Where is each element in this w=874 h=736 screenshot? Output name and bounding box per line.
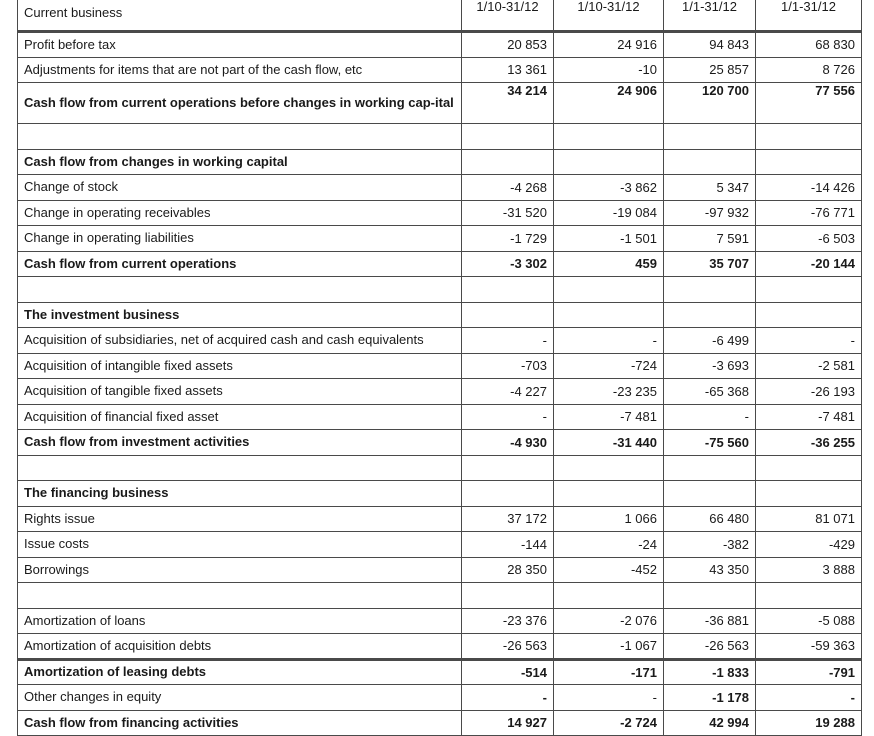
column-period: 1/1-31/12 <box>682 0 737 14</box>
row-value: -3 862 <box>554 175 664 201</box>
cash-flow-table-body <box>18 0 862 736</box>
row-label: Amortization of acquisition debts <box>18 634 462 660</box>
row-value: -7 481 <box>554 404 664 430</box>
row-value: -1 178 <box>664 685 756 711</box>
spacer-cell <box>18 583 462 609</box>
column-period: 1/1-31/12 <box>781 0 836 14</box>
row-value: 7 591 <box>664 226 756 252</box>
spacer-cell <box>664 277 756 303</box>
column-period: 1/10-31/12 <box>476 0 539 14</box>
row-label: Amortization of loans <box>18 608 462 634</box>
row-value: -26 193 <box>756 379 862 405</box>
row-label: Cash flow from financing activities <box>18 710 462 736</box>
spacer-cell <box>664 455 756 481</box>
row-value <box>462 481 554 507</box>
row-value: 43 350 <box>664 557 756 583</box>
row-value: 42 994 <box>664 710 756 736</box>
table-row <box>18 430 862 456</box>
row-value: -3 693 <box>664 353 756 379</box>
table-row <box>18 685 862 711</box>
row-value: -75 560 <box>664 430 756 456</box>
column-header-2 <box>554 0 664 32</box>
table-row <box>18 710 862 736</box>
spacer-cell <box>554 455 664 481</box>
row-label: The investment business <box>18 302 462 328</box>
row-value: -1 501 <box>554 226 664 252</box>
row-value: -514 <box>462 659 554 685</box>
spacer-cell <box>554 124 664 150</box>
spacer-cell <box>756 455 862 481</box>
header-row <box>18 0 862 32</box>
row-value: 94 843 <box>664 32 756 58</box>
row-value: - <box>462 685 554 711</box>
table-row <box>18 659 862 685</box>
row-value: 25 857 <box>664 57 756 83</box>
row-label: Acquisition of financial fixed asset <box>18 404 462 430</box>
table-row <box>18 404 862 430</box>
row-value: -6 503 <box>756 226 862 252</box>
row-label: Rights issue <box>18 506 462 532</box>
row-value <box>756 481 862 507</box>
row-value: -1 729 <box>462 226 554 252</box>
row-value: 24 916 <box>554 32 664 58</box>
row-label: Acquisition of subsidiaries, net of acquired cash and cash equivalents <box>18 328 462 354</box>
spacer-cell <box>756 124 862 150</box>
spacer-cell <box>462 583 554 609</box>
row-value: -36 881 <box>664 608 756 634</box>
row-value: -4 930 <box>462 430 554 456</box>
row-value <box>554 302 664 328</box>
row-value <box>664 481 756 507</box>
row-value: -2 076 <box>554 608 664 634</box>
row-value: 1 066 <box>554 506 664 532</box>
spacer-row <box>18 277 862 303</box>
table-row <box>18 83 862 124</box>
table-row <box>18 32 862 58</box>
row-value: -26 563 <box>664 634 756 660</box>
row-value: 24 906 <box>554 83 664 124</box>
row-value: -7 481 <box>756 404 862 430</box>
row-value: 35 707 <box>664 251 756 277</box>
row-value: 14 927 <box>462 710 554 736</box>
row-value: -144 <box>462 532 554 558</box>
row-value: -19 084 <box>554 200 664 226</box>
column-header-1 <box>462 0 554 32</box>
row-value: -6 499 <box>664 328 756 354</box>
row-value: 28 350 <box>462 557 554 583</box>
row-value <box>756 302 862 328</box>
row-label: Change of stock <box>18 175 462 201</box>
spacer-cell <box>462 124 554 150</box>
row-value <box>462 149 554 175</box>
column-period: 1/10-31/12 <box>577 0 640 14</box>
table-row <box>18 200 862 226</box>
row-value <box>756 149 862 175</box>
row-value: - <box>462 328 554 354</box>
row-value: -36 255 <box>756 430 862 456</box>
row-value: 20 853 <box>462 32 554 58</box>
row-value: -4 227 <box>462 379 554 405</box>
row-value: -14 426 <box>756 175 862 201</box>
row-value: -20 144 <box>756 251 862 277</box>
spacer-cell <box>18 124 462 150</box>
row-value: -31 520 <box>462 200 554 226</box>
row-value: 34 214 <box>462 83 554 124</box>
table-row <box>18 506 862 532</box>
row-value: -23 376 <box>462 608 554 634</box>
row-value: - <box>756 328 862 354</box>
row-value: 3 888 <box>756 557 862 583</box>
row-value: -791 <box>756 659 862 685</box>
row-value: -5 088 <box>756 608 862 634</box>
row-label: Adjustments for items that are not part of the cash flow, etc <box>18 57 462 83</box>
row-label: The financing business <box>18 481 462 507</box>
row-value: - <box>756 685 862 711</box>
spacer-cell <box>18 455 462 481</box>
spacer-cell <box>462 455 554 481</box>
row-value: -65 368 <box>664 379 756 405</box>
column-header-4 <box>756 0 862 32</box>
row-label: Other changes in equity <box>18 685 462 711</box>
row-value: -171 <box>554 659 664 685</box>
row-value <box>462 302 554 328</box>
row-value <box>664 149 756 175</box>
row-value <box>554 149 664 175</box>
row-value: -2 581 <box>756 353 862 379</box>
row-value: - <box>554 328 664 354</box>
row-value: -382 <box>664 532 756 558</box>
table-row <box>18 634 862 660</box>
row-value: -724 <box>554 353 664 379</box>
row-value <box>664 302 756 328</box>
spacer-row <box>18 583 862 609</box>
row-label: Cash flow from investment activities <box>18 430 462 456</box>
row-value: -24 <box>554 532 664 558</box>
row-value: -97 932 <box>664 200 756 226</box>
row-value: 68 830 <box>756 32 862 58</box>
row-value: 459 <box>554 251 664 277</box>
row-value: -31 440 <box>554 430 664 456</box>
row-value: 120 700 <box>664 83 756 124</box>
table-row <box>18 608 862 634</box>
table-row <box>18 379 862 405</box>
row-value: 81 071 <box>756 506 862 532</box>
row-value: 66 480 <box>664 506 756 532</box>
row-label: Acquisition of tangible fixed assets <box>18 379 462 405</box>
row-value: -23 235 <box>554 379 664 405</box>
row-label: Change in operating liabilities <box>18 226 462 252</box>
row-label: Issue costs <box>18 532 462 558</box>
table-row <box>18 226 862 252</box>
table-row <box>18 557 862 583</box>
row-label: Profit before tax <box>18 32 462 58</box>
row-value: 8 726 <box>756 57 862 83</box>
table-row <box>18 251 862 277</box>
column-header-3 <box>664 0 756 32</box>
row-value: -76 771 <box>756 200 862 226</box>
spacer-row <box>18 455 862 481</box>
spacer-cell <box>462 277 554 303</box>
row-value: -703 <box>462 353 554 379</box>
spacer-cell <box>554 277 664 303</box>
row-value: - <box>554 685 664 711</box>
spacer-cell <box>756 277 862 303</box>
table-row <box>18 481 862 507</box>
row-value: 13 361 <box>462 57 554 83</box>
table-row <box>18 57 862 83</box>
row-label: Borrowings <box>18 557 462 583</box>
cash-flow-table <box>17 0 862 736</box>
table-row <box>18 353 862 379</box>
row-label: Cash flow from current operations <box>18 251 462 277</box>
row-value: -1 067 <box>554 634 664 660</box>
header-label-cell <box>18 0 462 32</box>
row-value: 37 172 <box>462 506 554 532</box>
row-value: - <box>664 404 756 430</box>
row-value: -2 724 <box>554 710 664 736</box>
row-label: Change in operating receivables <box>18 200 462 226</box>
table-row <box>18 175 862 201</box>
row-label: Amortization of leasing debts <box>18 659 462 685</box>
row-value: - <box>462 404 554 430</box>
table-row <box>18 532 862 558</box>
row-value: -3 302 <box>462 251 554 277</box>
table-row <box>18 302 862 328</box>
row-label: Cash flow from current operations before changes in working cap-ital <box>18 83 462 124</box>
table-row <box>18 328 862 354</box>
row-value: -26 563 <box>462 634 554 660</box>
spacer-cell <box>664 583 756 609</box>
row-value: -1 833 <box>664 659 756 685</box>
spacer-cell <box>664 124 756 150</box>
spacer-cell <box>756 583 862 609</box>
row-value: 77 556 <box>756 83 862 124</box>
header-label: Current business <box>24 5 123 20</box>
spacer-cell <box>554 583 664 609</box>
row-value: -452 <box>554 557 664 583</box>
spacer-row <box>18 124 862 150</box>
row-value: -10 <box>554 57 664 83</box>
row-label: Acquisition of intangible fixed assets <box>18 353 462 379</box>
row-label: Cash flow from changes in working capital <box>18 149 462 175</box>
table-row <box>18 149 862 175</box>
spacer-cell <box>18 277 462 303</box>
row-value: -429 <box>756 532 862 558</box>
row-value: -59 363 <box>756 634 862 660</box>
row-value <box>554 481 664 507</box>
row-value: 5 347 <box>664 175 756 201</box>
row-value: 19 288 <box>756 710 862 736</box>
row-value: -4 268 <box>462 175 554 201</box>
